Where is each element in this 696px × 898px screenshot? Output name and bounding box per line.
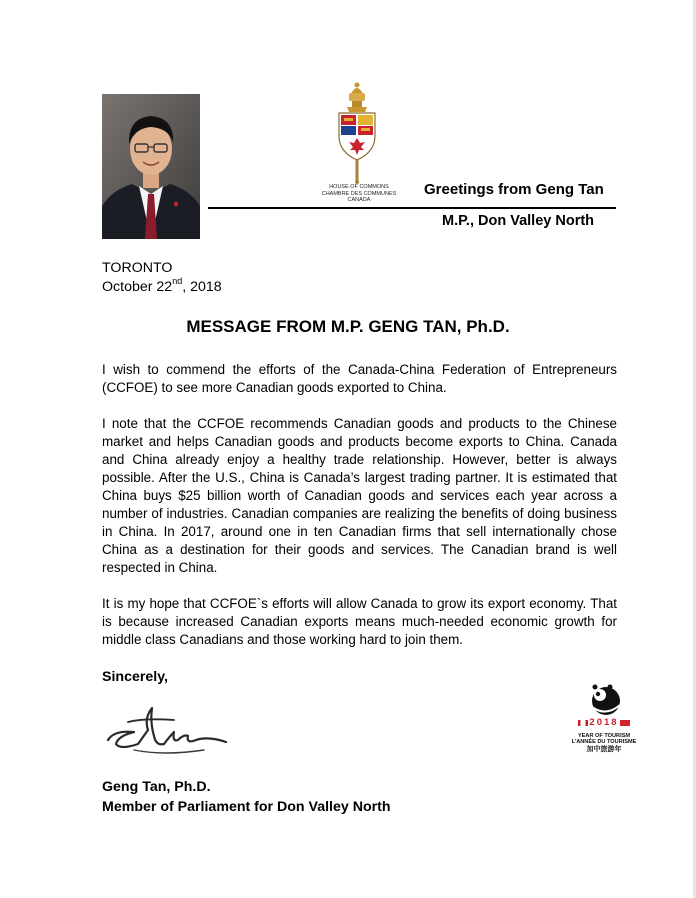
mp-title: M.P., Don Valley North	[442, 213, 595, 229]
house-line-1: HOUSE OF COMMONS	[329, 184, 389, 190]
date	[102, 278, 222, 297]
house-line-2: CHAMBRE DES COMMUNES	[321, 190, 397, 197]
paragraph-3: It is my hope that CCFOE`s efforts will allow Canada to grow its export economy. That is because increased Canadian exports means much-needed economic growth for middle class Canadians and those working hard to join them.	[102, 596, 617, 647]
tourism-line-1: YEAR OF TOURISM	[577, 733, 631, 739]
handwritten-signature	[104, 700, 232, 758]
date-suffix: nd	[172, 276, 183, 287]
greeting-line: Greetings from Geng Tan	[424, 181, 604, 198]
paragraph-2: I note that the CCFOE recommends Canadian goods and products to the Chinese market and helps Canadian goods and products become exports to China. Canada and China already enjoy a healthy trade relationship. However, better is always possible. After the U.S., China is Canada’s largest trading partner. It is estimated that China buys $25 billion worth of Canadian goods and services each year across a number of industries. Canadian companies are realizing the benefits of doing business in China. In 2017, around one in ten Canadian firms that sell internationally chose China as a destination for their goods and services. The Canadian brand is well respected in China.	[102, 416, 617, 575]
signer-name: Geng Tan, Ph.D.	[102, 779, 211, 795]
portrait-photo	[102, 94, 200, 239]
date-year: , 2018	[182, 279, 222, 295]
date-prefix: October 22	[102, 279, 173, 295]
canada-flag-icon	[578, 720, 588, 726]
signer-role: Member of Parliament for Don Valley North	[102, 799, 391, 815]
signature-block	[102, 777, 391, 817]
tourism-line-2: L’ANNÉE DU TOURISME	[571, 739, 637, 745]
tourism-line-3: 加中旅游年	[586, 746, 622, 753]
tourism-year: 2018	[589, 717, 619, 728]
china-flag-icon	[620, 720, 630, 726]
tourism-year-row	[562, 717, 646, 728]
message-heading: MESSAGE FROM M.P. GENG TAN, Ph.D.	[186, 317, 510, 336]
house-of-commons-caption	[309, 184, 409, 204]
paragraph-1: I wish to commend the efforts of the Canada-China Federation of Entrepreneurs (CCFOE) to see more Canadian goods exported to China.	[102, 362, 617, 395]
dateline	[102, 259, 222, 297]
house-of-commons-crest-icon	[333, 80, 381, 184]
city: TORONTO	[102, 260, 173, 276]
house-line-3: CANADA	[347, 197, 371, 203]
letterhead-rule	[208, 207, 616, 209]
closing: Sincerely,	[102, 669, 168, 685]
